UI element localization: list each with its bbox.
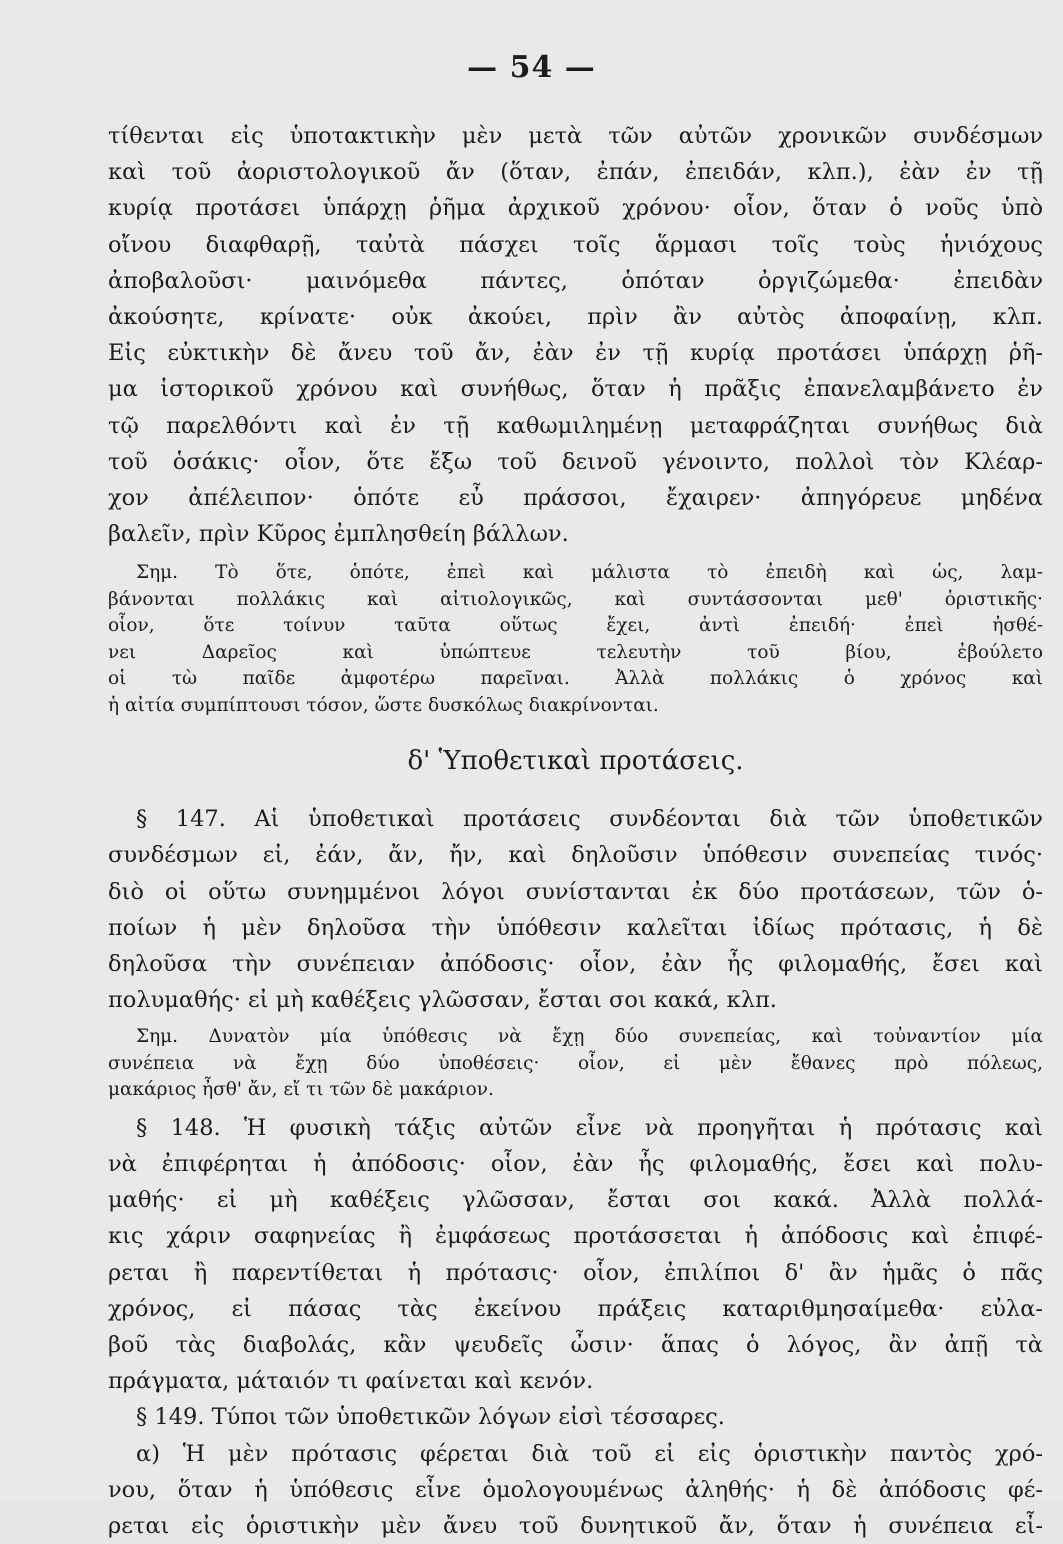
text-line: δηλοῦσα τὴν συνέπειαν ἀπόδοσις· οἷον, ἐὰν ἦς φιλομαθής, ἔσει καὶ: [108, 951, 1043, 977]
text-line: ρεται εἰς ὁριστικὴν μὲν ἄνευ τοῦ δυνητικοῦ ἄν, ὅταν ἡ συνέπεια εἶ-: [108, 1512, 1043, 1539]
text-line: πράγματα, μάταιόν τι φαίνεται καὶ κενόν.: [108, 1368, 594, 1395]
text-line: βοῦ τὰς διαβολάς, κἂν ψευδεῖς ὦσιν· ἅπας ὁ λόγος, ἂν ἀπῇ τὰ: [108, 1332, 1043, 1358]
text-line: πολυμαθής· εἰ μὴ καθέξεις γλῶσσαν, ἔσται σοι κακά, κλπ.: [108, 987, 777, 1014]
text-line: τίθενται εἰς ὑποτακτικὴν μὲν μετὰ τῶν αὐτῶν χρονικῶν συνδέσμων: [108, 123, 1043, 149]
text-line: τοῦ ὁσάκις· οἷον, ὅτε ἔξω τοῦ δεινοῦ γένοιντο, πολλοὶ τὸν Κλέαρ-: [108, 448, 1043, 475]
note-line: Σημ. Τὸ ὅτε, ὁπότε, ἐπεὶ καὶ μάλιστα τὸ ἐπειδὴ καὶ ὡς, λαμ-: [136, 562, 1043, 584]
text-line: διὸ οἱ οὕτω συνημμένοι λόγοι συνίστανται ἐκ δύο προτάσεων, τῶν ὁ-: [108, 878, 1043, 905]
text-line: κυρίᾳ προτάσει ὑπάρχῃ ῥῆμα ἀρχικοῦ χρόνου· οἷον, ὅταν ὁ νοῦς ὑπὸ: [108, 195, 1043, 222]
section-heading: δ' Ὑποθετικαὶ προτάσεις.: [407, 746, 744, 777]
note-line: μακάριος ἦσθ' ἄν, εἴ τι τῶν δὲ μακάριον.: [108, 1079, 494, 1101]
text-line: ποίων ἡ μὲν δηλοῦσα τὴν ὑπόθεσιν καλεῖται ἰδίως πρότασις, ἡ δὲ: [108, 914, 1043, 941]
text-line: ἀκούσητε, κρίνατε· οὐκ ἀκούει, πρὶν ἂν αὐτὸς ἀποφαίνῃ, κλπ.: [108, 303, 1043, 330]
note-line: οἱ τὼ παῖδε ἀμφοτέρω παρεῖναι. Ἀλλὰ πολλάκις ὁ χρόνος καὶ: [108, 668, 1043, 690]
page-number: — 54 —: [467, 50, 596, 85]
text-line: § 149. Τύποι τῶν ὑποθετικῶν λόγων εἰσὶ τέσσαρες.: [136, 1404, 725, 1431]
note-line: νει Δαρεῖος καὶ ὑπώπτευε τελευτὴν τοῦ βίου, ἐβούλετο: [108, 641, 1043, 663]
text-line: χον ἀπέλειπον· ὁπότε εὖ πράσσοι, ἔχαιρεν· ἀπηγόρευε μηδένα: [108, 484, 1043, 511]
text-line: μαθής· εἰ μὴ καθέξεις γλῶσσαν, ἔσται σοι κακά. Ἀλλὰ πολλά-: [108, 1187, 1043, 1214]
text-line: α) Ἡ μὲν πρότασις φέρεται διὰ τοῦ εἰ εἰς ὁριστικὴν παντὸς χρό-: [136, 1440, 1043, 1467]
page-body: [108, 118, 1043, 1544]
text-line: μα ἱστορικοῦ χρόνου καὶ συνήθως, ὅταν ἡ πρᾶξις ἐπανελαμβάνετο ἐν: [108, 376, 1043, 403]
text-line: καὶ τοῦ ἀοριστολογικοῦ ἄν (ὅταν, ἐπάν, ἐπειδάν, κλπ.), ἐὰν ἐν τῇ: [108, 159, 1043, 186]
note-causal: [108, 560, 1043, 719]
text-line: Εἰς εὐκτικὴν δὲ ἄνευ τοῦ ἄν, ἐὰν ἐν τῇ κυρίᾳ προτάσει ὑπάρχῃ ῥῆ-: [108, 340, 1043, 367]
text-line: νου, ὅταν ἡ ὑπόθεσις εἶνε ὁμολογουμένως ἀληθής· ἡ δὲ ἀπόδοσις φέ-: [108, 1476, 1043, 1503]
note-hypothesis: [108, 1024, 1043, 1104]
paragraph-148: [108, 1110, 1043, 1400]
paragraph-moods: [108, 118, 1043, 552]
text-line: χρόνος, εἰ πάσας τὰς ἐκείνου πράξεις καταριθμησαίμεθα· εὐλα-: [108, 1295, 1043, 1322]
note-line: βάνονται πολλάκις καὶ αἰτιολογικῶς, καὶ συντάσσονται μεθ' ὁριστικῆς·: [108, 588, 1043, 610]
paragraph-147: [108, 801, 1043, 1018]
text-line: ρεται ἢ παρεντίθεται ἡ πρότασις· οἷον, ἐπιλίποι δ' ἂν ἡμᾶς ὁ πᾶς: [108, 1259, 1043, 1286]
text-line: νὰ ἐπιφέρηται ἡ ἀπόδοσις· οἷον, ἐὰν ἦς φιλομαθής, ἔσει καὶ πολυ-: [108, 1151, 1043, 1178]
paragraph-149: [108, 1399, 1043, 1544]
text-line: κις χάριν σαφηνείας ἢ ἐμφάσεως προτάσσεται ἡ ἀπόδοσις καὶ ἐπιφέ-: [108, 1223, 1043, 1250]
text-line: § 148. Ἡ φυσικὴ τάξις αὐτῶν εἶνε νὰ προηγῆται ἡ πρότασις καὶ: [136, 1114, 1043, 1141]
text-line: συνδέσμων εἰ, ἐάν, ἄν, ἤν, καὶ δηλοῦσιν ὑπόθεσιν συνεπείας τινός·: [108, 842, 1043, 869]
note-line: ἡ αἰτία συμπίπτουσι τόσον, ὥστε δυσκόλως διακρίνονται.: [108, 694, 659, 716]
text-line: οἴνου διαφθαρῇ, ταὐτὰ πάσχει τοῖς ἅρμασι τοῖς τοὺς ἡνιόχους: [108, 231, 1043, 258]
note-line: Σημ. Δυνατὸν μία ὑπόθεσις νὰ ἔχῃ δύο συνεπείας, καὶ τοὐναντίον μία: [136, 1026, 1043, 1048]
note-line: συνέπεια νὰ ἔχῃ δύο ὑποθέσεις· οἷον, εἰ μὲν ἔθανες πρὸ πόλεως,: [108, 1052, 1043, 1074]
text-line: ἀποβαλοῦσι· μαινόμεθα πάντες, ὁπόταν ὀργιζώμεθα· ἐπειδὰν: [108, 267, 1043, 294]
text-line: τῷ παρελθόντι καὶ ἐν τῇ καθωμιλημένῃ μεταφράζηται συνήθως διὰ: [108, 412, 1043, 439]
text-line: § 147. Αἱ ὑποθετικαὶ προτάσεις συνδέονται διὰ τῶν ὑποθετικῶν: [136, 806, 1043, 833]
text-line: βαλεῖν, πρὶν Κῦρος ἐμπλησθείη βάλλων.: [108, 521, 569, 548]
note-line: οἷον, ὅτε τοίνυν ταῦτα οὕτως ἔχει, ἀντὶ ἐπειδή· ἐπεὶ ἠσθέ-: [108, 615, 1043, 637]
